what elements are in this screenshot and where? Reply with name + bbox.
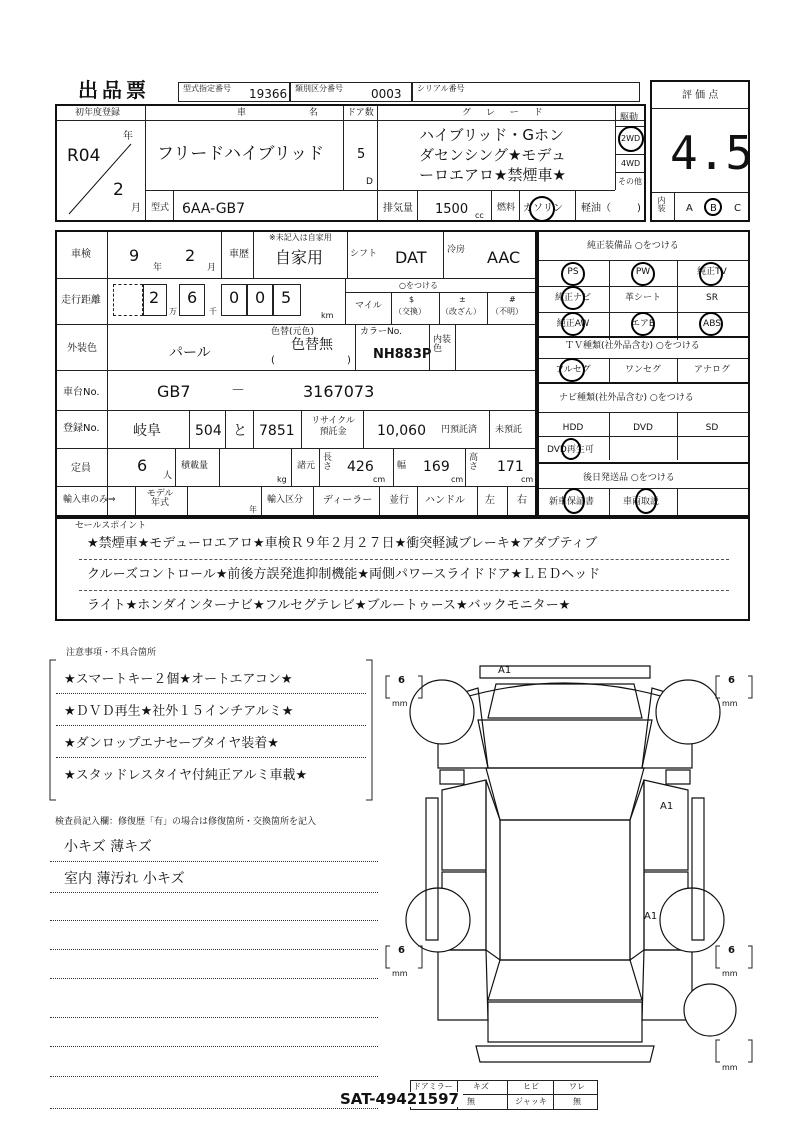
shift-label: シフト [350, 249, 378, 259]
designation-box [178, 82, 290, 102]
interior-label: 内装 [657, 196, 666, 212]
tv-analog: アナログ [693, 365, 730, 375]
capacity-value: 6 [137, 456, 148, 475]
height-label: 高さ [469, 453, 479, 472]
drive-label: 駆動 [620, 113, 639, 123]
import-dealer: ディーラー [323, 495, 373, 506]
mileage-type-unknown-symbol: # [509, 295, 516, 304]
equip-tv: 純正TV [697, 267, 727, 277]
length-cm: cm [373, 475, 386, 484]
fuel-circle [529, 196, 555, 222]
length-label: 長さ [323, 453, 333, 472]
mileage-type-exchange: （交換） [394, 307, 426, 316]
shaken-label: 車検 [71, 249, 91, 260]
equip-abs-circle [699, 312, 723, 336]
navi-title: ナビ種類(社外品含む) ○をつける [559, 393, 694, 403]
capacity-label: 定員 [71, 463, 91, 474]
notes-line-4: ★スタッドレスタイヤ付純正アルミ車載★ [64, 768, 308, 783]
repaint-value: 色替無 [291, 337, 333, 353]
equip-abs: ABS [703, 319, 721, 329]
light-oil: 軽油（ [581, 203, 611, 214]
car-diagram [380, 650, 750, 1090]
chassis-label: 車台No. [63, 387, 100, 398]
equip-title: 純正装備品 ○をつける [587, 241, 679, 251]
damage-mark-right: A1 [660, 801, 674, 812]
color-no-label: カラーNo. [360, 327, 402, 337]
month-unit: 月 [131, 203, 141, 214]
fuel-close-paren: ) [637, 203, 641, 214]
equip-pw: PW [635, 267, 651, 277]
height-value: 171 [497, 459, 524, 475]
score-value: 4.5 [670, 126, 754, 180]
load-label: 積載量 [181, 461, 209, 471]
displacement-label: 排気量 [383, 203, 413, 214]
category-value: 0003 [371, 87, 402, 101]
capacity-unit: 人 [163, 471, 173, 481]
cc-unit: cc [475, 211, 484, 220]
mileage-digit-4: 0 [255, 288, 266, 307]
color-value: パール [169, 345, 211, 361]
color-no-value: NH883P [373, 347, 432, 362]
inspector-label: 検査員記入欄：修復歴「有」の場合は修復箇所・交換箇所を記入 [55, 817, 317, 827]
fuel-label: 燃料 [497, 203, 516, 213]
equip-navi: 純正ナビ [554, 293, 591, 303]
grade-label: グ レ ー ド [462, 108, 549, 118]
damage-mark-rear-right: A1 [644, 911, 658, 922]
docs-warranty: 新車保証書 [549, 497, 595, 507]
shaken-month-unit: 月 [207, 263, 217, 273]
handle-right: 右 [517, 495, 527, 506]
reg-number: 7851 [259, 423, 295, 439]
mileage-km: km [321, 311, 334, 320]
navi-hdd: HDD [562, 423, 584, 433]
repaint-paren-close: ) [347, 355, 351, 366]
legend-crack-value: ジャッキ [515, 1097, 547, 1106]
reg-label: 登録No. [63, 423, 100, 434]
drive-2wd-circle [618, 126, 644, 152]
sales-label: セールスポイント [75, 521, 147, 531]
shaken-month: 2 [185, 246, 196, 265]
equip-ps-circle [561, 262, 585, 286]
notes-line-1: ★スマートキー２個★オートエアコン★ [64, 672, 293, 687]
doors-label: ドア数 [347, 108, 374, 118]
drive-2wd: 2WD [621, 134, 641, 143]
tire-depth-fl: 6 [398, 675, 405, 686]
equip-aw-circle [561, 312, 585, 336]
history-note: ※未記入は自家用 [269, 233, 332, 242]
drive-4wd: 4WD [621, 159, 641, 168]
mileage-type-exchange-symbol: $ [409, 295, 415, 304]
mileage-type-tampered: （改ざん） [441, 307, 481, 316]
mileage-type-note: ○をつける [399, 281, 438, 290]
load-kg: kg [277, 475, 287, 484]
first-reg-label: 初年度登録 [75, 108, 121, 118]
designation-label: 型式指定番号 [183, 84, 231, 93]
interior-b-circle [704, 198, 722, 216]
designation-value: 19366 [249, 87, 288, 101]
tire-unit-rr: mm [722, 969, 738, 978]
equip-ps: PS [567, 267, 579, 277]
damage-mark-front: A1 [498, 665, 512, 676]
car-name-label: 車 名 [237, 108, 348, 118]
history-value: 自家用 [275, 248, 324, 267]
fuel-value: ガソリン [523, 203, 563, 214]
chassis-dash: － [231, 383, 245, 399]
mileage-digit-2: 6 [187, 288, 198, 307]
shaken-year-unit: 年 [153, 263, 163, 273]
shaken-year: 9 [129, 246, 140, 265]
form-title: 出品票 [78, 78, 150, 102]
legend-scratch: キズ [473, 1082, 489, 1091]
score-box [650, 80, 754, 222]
chassis-number: 3167073 [303, 382, 375, 401]
handle-left: 左 [485, 495, 495, 506]
equipment-box [537, 230, 750, 517]
legend-break-value: 無 [573, 1097, 581, 1106]
mileage-digit-3: 0 [229, 288, 240, 307]
displacement-value: 1500 [435, 202, 469, 217]
height-cm: cm [521, 475, 534, 484]
equip-airbag-circle [631, 312, 655, 336]
navi-sd: SD [705, 423, 719, 433]
equip-pw-circle [631, 262, 655, 286]
sales-box [55, 517, 750, 621]
handle-label: ハンドル [425, 495, 465, 506]
chassis-prefix: GB7 [157, 382, 191, 401]
sales-line-1: ★禁煙車★モデューロエアロ★車検Ｒ９年２月２７日★衝突軽減ブレーキ★アダプティブ [87, 536, 598, 551]
tire-unit-rl: mm [392, 969, 408, 978]
legend-scratch-value: 無 [467, 1097, 475, 1106]
tire-depth-rl: 6 [398, 945, 405, 956]
dims-label: 諸元 [297, 461, 316, 471]
docs-warranty-circle [563, 488, 585, 514]
mileage-digit-1: 2 [149, 288, 160, 307]
legend-door-mirror: ドアミラー [413, 1082, 453, 1091]
docs-title: 後日発送品 ○をつける [583, 473, 675, 483]
navi-dvd: DVD [633, 423, 653, 433]
recycle-value: 10,060 [377, 423, 426, 439]
width-value: 169 [423, 459, 450, 475]
equip-navi-circle [561, 286, 585, 310]
tire-depth-rr: 6 [728, 945, 735, 956]
import-label: 輸入車のみ⇒ [63, 495, 116, 505]
equip-airbag: エアB [630, 319, 656, 329]
year-unit: 年 [123, 131, 133, 142]
tire-unit-fr: mm [722, 699, 738, 708]
color-label: 外装色 [67, 343, 97, 354]
interior-a: A [686, 203, 693, 214]
mileage-label: 走行距離 [61, 295, 101, 306]
drive-other: その他 [618, 177, 642, 186]
model-year-unit: 年 [249, 505, 257, 514]
width-cm: cm [451, 475, 464, 484]
score-label: 評 価 点 [682, 90, 719, 101]
docs-manual-circle [635, 488, 657, 514]
sat-id: SAT-49421597 [336, 1092, 463, 1107]
tv-fullseg-circle [559, 358, 585, 382]
equip-leather: 革シート [624, 293, 661, 303]
mileage-type-tampered-symbol: ± [459, 295, 466, 304]
mileage-type-unknown: （不明） [491, 307, 523, 316]
navi-dvd-play-circle [561, 438, 581, 460]
equip-tv-circle [699, 262, 723, 286]
category-box [290, 82, 412, 102]
first-reg-slash [61, 136, 141, 216]
car-name: フリードハイブリッド [157, 144, 325, 164]
notes-line-2: ★ＤＶＤ再生★社外１５インチアルミ★ [64, 704, 294, 719]
grade-line-2: ダセンシング★モデュ [419, 146, 566, 164]
legend-break: ワレ [569, 1082, 585, 1091]
model-label: 型式 [151, 203, 170, 213]
reg-class: 504 [195, 423, 222, 439]
tire-depth-bracket-spare [714, 1036, 754, 1066]
detail-box [55, 230, 537, 517]
sales-line-2: クルーズコントロール★前後方誤発進抑制機能★両側パワースライドドア★ＬＥＤヘッド [87, 567, 601, 582]
recycle-unit: 円預託済 [441, 425, 478, 435]
model-year-label: モデル年式 [146, 489, 174, 508]
shift-value: DAT [395, 248, 427, 267]
mileage-man: 万 [169, 307, 177, 316]
equip-sr: SR [706, 293, 718, 303]
notes-line-3: ★ダンロップエナセーブタイヤ装着★ [64, 736, 279, 751]
mileage-sen: 千 [209, 307, 217, 316]
category-label: 類別区分番号 [295, 84, 343, 93]
door-suffix: D [366, 177, 373, 187]
tire-unit-fl: mm [392, 699, 408, 708]
ac-value: AAC [487, 248, 521, 267]
reg-area: 岐阜 [133, 423, 161, 439]
import-class-label: 輸入区分 [267, 495, 304, 505]
mileage-type-mile: マイル [355, 301, 382, 311]
repaint-paren-open: ( [271, 355, 275, 366]
interior-b: B [710, 203, 717, 214]
import-parallel: 並行 [389, 495, 409, 506]
serial-box [412, 82, 640, 102]
grade-line-1: ハイブリッド・Gホン [419, 126, 564, 144]
recycle-label: リサイクル預託金 [311, 416, 355, 437]
history-label: 車歴 [229, 249, 249, 260]
reg-kana: と [233, 423, 247, 439]
basic-info-box [55, 104, 646, 222]
notes-label: 注意事項・不具合箇所 [66, 648, 157, 658]
legend-crack: ヒビ [523, 1082, 539, 1091]
recycle-unpaid: 未預託 [495, 425, 523, 435]
grade-line-3: ーロエアロ★禁煙車★ [419, 166, 566, 184]
doors-value: 5 [357, 147, 366, 162]
serial-label: シリアル番号 [417, 84, 465, 93]
ac-label: 冷房 [447, 245, 466, 255]
interior-c: C [734, 203, 741, 214]
sales-line-3: ライト★ホンダインターナビ★フルセグテレビ★ブルートゥース★バックモニター★ [87, 598, 571, 613]
first-reg-era: R04 [67, 146, 101, 166]
docs-manual: 車両取説 [623, 497, 660, 507]
length-value: 426 [347, 459, 374, 475]
equip-aw: 純正AW [556, 319, 590, 329]
model-value: 6AA-GB7 [182, 201, 246, 217]
navi-dvd-play: DVD再生可 [547, 445, 594, 455]
tv-oneseg: ワンセグ [624, 365, 661, 375]
int-color-label: 内装色 [433, 335, 452, 354]
mileage-digit-5: 5 [281, 288, 292, 307]
repaint-label: 色替(元色) [271, 327, 315, 337]
tire-unit-spare: mm [722, 1063, 738, 1072]
first-reg-month: 2 [113, 180, 124, 200]
tv-fullseg: フルセグ [555, 365, 591, 375]
inspector-line-1: 小キズ 薄キズ [64, 839, 152, 855]
tv-title: ＴＶ種類(社外品含む) ○をつける [565, 341, 700, 351]
tire-depth-fr: 6 [728, 675, 735, 686]
width-label: 幅 [397, 461, 407, 471]
inspector-line-2: 室内 薄汚れ 小キズ [64, 871, 185, 887]
